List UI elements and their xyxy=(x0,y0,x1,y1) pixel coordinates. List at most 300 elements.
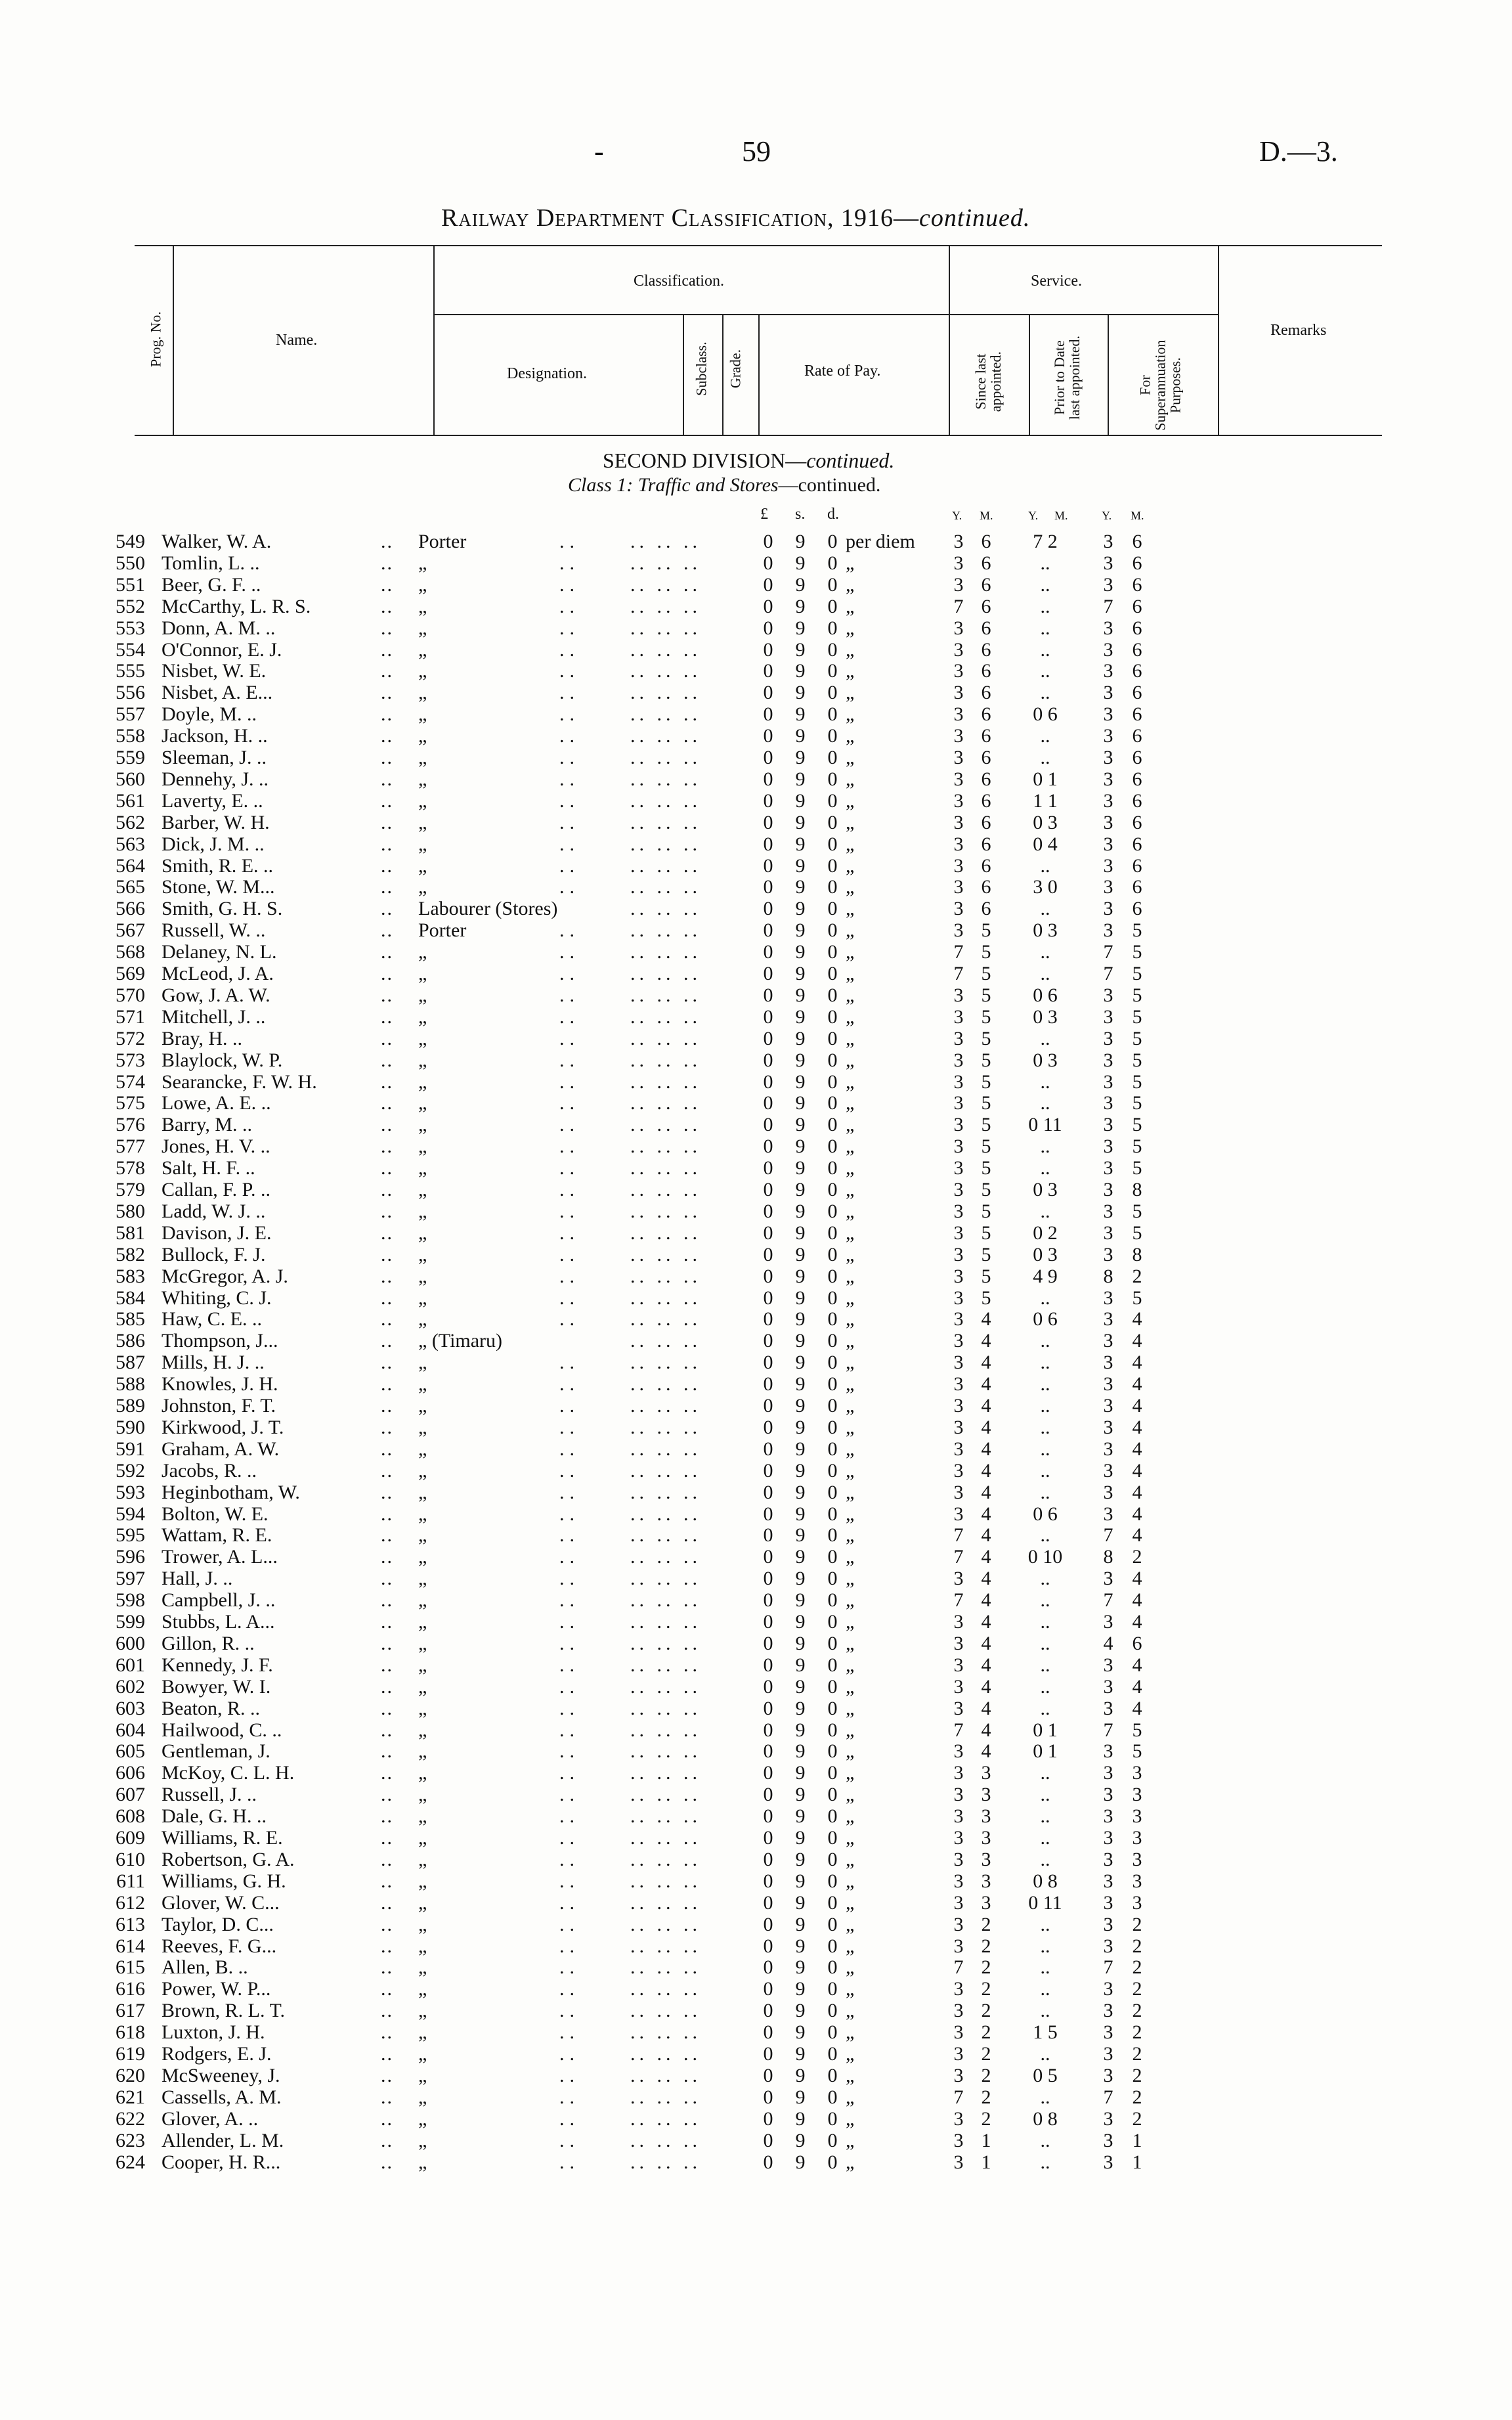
since-months: 6 xyxy=(981,789,991,812)
pay-pence: 0 xyxy=(827,1891,838,1914)
prior-service: .. xyxy=(1040,552,1050,574)
prog-no: 551 xyxy=(116,573,145,596)
table-row xyxy=(0,898,1512,919)
prog-no: 575 xyxy=(116,1092,145,1114)
prior-service: 0 2 xyxy=(1033,1221,1058,1244)
super-years: 4 xyxy=(1103,1632,1113,1654)
leader-dots: .. .. .. xyxy=(630,1114,701,1136)
pay-unit: „ xyxy=(846,1762,855,1784)
since-months: 4 xyxy=(981,1395,991,1417)
pay-pounds: 0 xyxy=(763,2000,773,2022)
staff-name: Searancke, F. W. H. xyxy=(162,1070,317,1093)
prog-no: 591 xyxy=(116,1438,145,1460)
pay-shillings: 9 xyxy=(795,1027,806,1049)
super-months: 4 xyxy=(1132,1611,1142,1633)
prog-no: 559 xyxy=(116,747,145,768)
pay-pence: 0 xyxy=(827,1978,838,2000)
doc-reference: D.—3. xyxy=(1259,135,1338,167)
pay-shillings: 9 xyxy=(795,1416,806,1438)
super-years: 3 xyxy=(1103,1114,1113,1136)
table-row xyxy=(0,1482,1512,1503)
designation: „ xyxy=(418,1157,427,1179)
staff-name: Gillon, R. .. xyxy=(162,1632,255,1654)
since-months: 2 xyxy=(981,2107,991,2130)
leader-dots: .. xyxy=(559,1762,580,1784)
super-months: 3 xyxy=(1132,1870,1142,1892)
designation: „ xyxy=(418,833,427,855)
pay-unit: „ xyxy=(846,941,855,963)
since-years: 3 xyxy=(953,2064,964,2086)
pay-shillings: 9 xyxy=(795,531,806,552)
designation: „ xyxy=(418,1589,427,1612)
since-months: 4 xyxy=(981,1654,991,1676)
pay-pounds: 0 xyxy=(763,833,773,855)
pay-shillings: 9 xyxy=(795,1049,806,1071)
prior-service: .. xyxy=(1040,1352,1050,1374)
leader-dots: .. .. .. xyxy=(630,1675,701,1698)
staff-name: Williams, G. H. xyxy=(162,1870,286,1892)
leader-dots: .. xyxy=(559,789,580,812)
staff-name: Delaney, N. L. xyxy=(162,941,277,963)
prog-no: 560 xyxy=(116,768,145,790)
super-months: 4 xyxy=(1132,1503,1142,1525)
super-months: 4 xyxy=(1132,1395,1142,1417)
super-years: 3 xyxy=(1103,1891,1113,1914)
super-months: 4 xyxy=(1132,1416,1142,1438)
pay-pence: 0 xyxy=(827,747,838,768)
prior-service: .. xyxy=(1040,595,1050,617)
pay-pounds: 0 xyxy=(763,1395,773,1417)
since-months: 6 xyxy=(981,747,991,768)
prior-service: .. xyxy=(1040,1395,1050,1417)
leader-dots: .. .. .. xyxy=(630,1935,701,1957)
since-years: 3 xyxy=(953,898,964,920)
leader-dots: .. xyxy=(381,1740,393,1763)
since-years: 3 xyxy=(953,1179,964,1200)
prior-service: 0 8 xyxy=(1033,2107,1058,2130)
leader-dots: .. xyxy=(381,789,393,812)
leader-dots: .. xyxy=(559,682,580,704)
pay-pounds: 0 xyxy=(763,1179,773,1200)
staff-name: Thompson, J... xyxy=(162,1330,278,1352)
super-years: 3 xyxy=(1103,1654,1113,1676)
pay-shillings: 9 xyxy=(795,941,806,963)
prior-service: .. xyxy=(1040,2129,1050,2151)
prior-service: 7 2 xyxy=(1033,531,1058,552)
leader-dots: .. xyxy=(559,1805,580,1828)
super-months: 6 xyxy=(1132,876,1142,898)
prior-service: 0 11 xyxy=(1028,1891,1062,1914)
staff-name: Stone, W. M... xyxy=(162,876,275,898)
super-years: 7 xyxy=(1103,1719,1113,1741)
super-months: 6 xyxy=(1132,617,1142,639)
since-years: 3 xyxy=(953,811,964,833)
since-years: 3 xyxy=(953,1632,964,1654)
pay-pounds: 0 xyxy=(763,1287,773,1309)
leader-dots: .. .. .. xyxy=(630,595,701,617)
leader-dots: .. xyxy=(381,833,393,855)
super-months: 2 xyxy=(1132,2021,1142,2044)
designation: „ xyxy=(418,1395,427,1417)
designation: „ (Timaru) xyxy=(418,1330,503,1352)
pay-pounds: 0 xyxy=(763,1589,773,1612)
prog-no: 563 xyxy=(116,833,145,855)
pay-shillings: 9 xyxy=(795,703,806,726)
designation: „ xyxy=(418,1675,427,1698)
leader-dots: .. xyxy=(559,1697,580,1719)
prior-service: .. xyxy=(1040,854,1050,877)
leader-dots: .. xyxy=(381,1092,393,1114)
prog-no: 613 xyxy=(116,1913,145,1935)
designation: „ xyxy=(418,963,427,984)
designation: „ xyxy=(418,1373,427,1396)
leader-dots: .. xyxy=(559,660,580,682)
designation: „ xyxy=(418,2021,427,2044)
table-row xyxy=(0,1978,1512,2000)
prog-no: 577 xyxy=(116,1135,145,1158)
pay-pounds: 0 xyxy=(763,1243,773,1265)
super-months: 4 xyxy=(1132,1481,1142,1503)
col-classification: Classification. xyxy=(634,273,724,290)
pay-pounds: 0 xyxy=(763,617,773,639)
since-months: 6 xyxy=(981,573,991,596)
staff-name: Jacobs, R. .. xyxy=(162,1459,257,1482)
staff-name: Haw, C. E. .. xyxy=(162,1308,263,1331)
pay-shillings: 9 xyxy=(795,984,806,1006)
prog-no: 620 xyxy=(116,2064,145,2086)
table-row xyxy=(0,1092,1512,1114)
super-years: 3 xyxy=(1103,1438,1113,1460)
designation: „ xyxy=(418,1827,427,1849)
pay-pounds: 0 xyxy=(763,595,773,617)
prior-service: .. xyxy=(1040,682,1050,704)
prior-service: .. xyxy=(1040,1481,1050,1503)
pay-shillings: 9 xyxy=(795,1719,806,1741)
since-years: 3 xyxy=(953,1308,964,1331)
pay-pence: 0 xyxy=(827,595,838,617)
staff-name: Brown, R. L. T. xyxy=(162,2000,286,2022)
pay-shillings: 9 xyxy=(795,1935,806,1957)
since-years: 3 xyxy=(953,2021,964,2044)
pay-pence: 0 xyxy=(827,2043,838,2065)
since-years: 3 xyxy=(953,1416,964,1438)
leader-dots: .. xyxy=(381,1352,393,1374)
pay-unit: „ xyxy=(846,963,855,984)
leader-dots: .. xyxy=(559,2129,580,2151)
pay-pounds: 0 xyxy=(763,1956,773,1979)
pay-pence: 0 xyxy=(827,1848,838,1870)
designation: „ xyxy=(418,789,427,812)
designation: „ xyxy=(418,1978,427,2000)
super-months: 6 xyxy=(1132,660,1142,682)
pay-pence: 0 xyxy=(827,1654,838,1676)
since-years: 3 xyxy=(953,1697,964,1719)
prog-no: 562 xyxy=(116,811,145,833)
pay-shillings: 9 xyxy=(795,1978,806,2000)
since-months: 4 xyxy=(981,1675,991,1698)
since-years: 3 xyxy=(953,1027,964,1049)
leader-dots: .. xyxy=(381,811,393,833)
since-months: 6 xyxy=(981,898,991,920)
pay-shillings: 9 xyxy=(795,1891,806,1914)
designation: „ xyxy=(418,1956,427,1979)
staff-name: Dennehy, J. .. xyxy=(162,768,269,790)
prog-no: 606 xyxy=(116,1762,145,1784)
pay-unit: „ xyxy=(846,1049,855,1071)
super-years: 3 xyxy=(1103,1740,1113,1763)
leader-dots: .. .. .. xyxy=(630,1352,701,1374)
designation: „ xyxy=(418,2129,427,2151)
pay-unit: „ xyxy=(846,638,855,661)
prior-service: .. xyxy=(1040,1092,1050,1114)
pay-pence: 0 xyxy=(827,2107,838,2130)
prog-no: 571 xyxy=(116,1005,145,1028)
since-years: 3 xyxy=(953,1157,964,1179)
table-row xyxy=(0,1460,1512,1482)
prior-service: 0 6 xyxy=(1033,1308,1058,1331)
pay-pounds: 0 xyxy=(763,1459,773,1482)
leader-dots: .. xyxy=(559,2151,580,2173)
pay-pence: 0 xyxy=(827,1675,838,1698)
leader-dots: .. .. .. xyxy=(630,876,701,898)
table-row xyxy=(0,1265,1512,1287)
table-row xyxy=(0,2043,1512,2065)
leader-dots: .. .. .. xyxy=(630,1697,701,1719)
pay-pence: 0 xyxy=(827,1481,838,1503)
pay-shillings: 9 xyxy=(795,1135,806,1158)
since-years: 3 xyxy=(953,1675,964,1698)
pay-unit: „ xyxy=(846,1784,855,1806)
super-years: 3 xyxy=(1103,2000,1113,2022)
since-months: 5 xyxy=(981,1070,991,1093)
table-row xyxy=(0,2130,1512,2151)
leader-dots: .. xyxy=(559,2107,580,2130)
since-months: 5 xyxy=(981,1243,991,1265)
leader-dots: .. .. .. xyxy=(630,768,701,790)
since-years: 3 xyxy=(953,660,964,682)
staff-name: Russell, W. .. xyxy=(162,919,266,942)
leader-dots: .. .. .. xyxy=(630,833,701,855)
leader-dots: .. xyxy=(381,1568,393,1590)
super-months: 6 xyxy=(1132,747,1142,768)
prog-no: 556 xyxy=(116,682,145,704)
leader-dots: .. xyxy=(559,2000,580,2022)
staff-name: Smith, G. H. S. xyxy=(162,898,283,920)
since-months: 5 xyxy=(981,1200,991,1222)
since-years: 3 xyxy=(953,2043,964,2065)
super-months: 6 xyxy=(1132,725,1142,747)
prior-service: .. xyxy=(1040,1568,1050,1590)
prior-service: .. xyxy=(1040,725,1050,747)
prior-service: .. xyxy=(1040,1848,1050,1870)
designation: „ xyxy=(418,1784,427,1806)
pay-pence: 0 xyxy=(827,919,838,942)
table-row xyxy=(0,1827,1512,1849)
class-name: Traffic and Stores xyxy=(637,474,779,496)
staff-name: Trower, A. L... xyxy=(162,1546,278,1568)
pay-unit: „ xyxy=(846,1891,855,1914)
pay-shillings: 9 xyxy=(795,552,806,574)
since-months: 5 xyxy=(981,1049,991,1071)
prog-no: 572 xyxy=(116,1027,145,1049)
staff-name: Mitchell, J. .. xyxy=(162,1005,266,1028)
pay-unit: „ xyxy=(846,1200,855,1222)
prior-service: 0 6 xyxy=(1033,1503,1058,1525)
super-years: 3 xyxy=(1103,1287,1113,1309)
designation: „ xyxy=(418,725,427,747)
prog-no: 615 xyxy=(116,1956,145,1979)
pay-pence: 0 xyxy=(827,660,838,682)
leader-dots: .. xyxy=(381,1611,393,1633)
pay-pence: 0 xyxy=(827,1935,838,1957)
staff-name: Glover, W. C... xyxy=(162,1891,280,1914)
super-months: 2 xyxy=(1132,2064,1142,2086)
pay-unit: „ xyxy=(846,1632,855,1654)
since-months: 6 xyxy=(981,725,991,747)
staff-name: Stubbs, L. A... xyxy=(162,1611,275,1633)
staff-name: Blaylock, W. P. xyxy=(162,1049,283,1071)
table-row xyxy=(0,682,1512,703)
table-row xyxy=(0,2021,1512,2043)
super-months: 3 xyxy=(1132,1805,1142,1828)
super-months: 2 xyxy=(1132,1913,1142,1935)
since-months: 4 xyxy=(981,1352,991,1374)
pay-shillings: 9 xyxy=(795,768,806,790)
pay-pence: 0 xyxy=(827,1956,838,1979)
designation: „ xyxy=(418,552,427,574)
pay-shillings: 9 xyxy=(795,1546,806,1568)
leader-dots: .. xyxy=(381,531,393,552)
prior-service: .. xyxy=(1040,1287,1050,1309)
prog-no: 554 xyxy=(116,638,145,661)
leader-dots: .. .. .. xyxy=(630,1221,701,1244)
col-superannuation: For Superannuation Purposes. xyxy=(1136,340,1184,431)
pay-pounds: 0 xyxy=(763,2064,773,2086)
designation: „ xyxy=(418,1481,427,1503)
designation: „ xyxy=(418,1740,427,1763)
leader-dots: .. .. .. xyxy=(630,1546,701,1568)
leader-dots: .. xyxy=(381,1719,393,1741)
since-years: 3 xyxy=(953,1784,964,1806)
prior-service: .. xyxy=(1040,1805,1050,1828)
table-row xyxy=(0,1395,1512,1417)
leader-dots: .. .. .. xyxy=(630,2000,701,2022)
leader-dots: .. xyxy=(559,1005,580,1028)
pay-pounds: 0 xyxy=(763,1827,773,1849)
leader-dots: .. xyxy=(559,595,580,617)
pay-pence: 0 xyxy=(827,703,838,726)
pay-pounds: 0 xyxy=(763,898,773,920)
prog-no: 555 xyxy=(116,660,145,682)
pay-pence: 0 xyxy=(827,1870,838,1892)
staff-name: Mills, H. J. .. xyxy=(162,1352,265,1374)
pay-unit: „ xyxy=(846,1308,855,1331)
table-row xyxy=(0,1049,1512,1071)
prog-no: 594 xyxy=(116,1503,145,1525)
super-years: 3 xyxy=(1103,1005,1113,1028)
leader-dots: .. xyxy=(559,2064,580,2086)
since-years: 3 xyxy=(953,1395,964,1417)
super-years: 3 xyxy=(1103,2043,1113,2065)
unit-shillings: s. xyxy=(795,506,806,523)
leader-dots: .. xyxy=(381,1373,393,1396)
pay-shillings: 9 xyxy=(795,2086,806,2108)
super-months: 6 xyxy=(1132,573,1142,596)
pay-pounds: 0 xyxy=(763,2129,773,2151)
super-months: 2 xyxy=(1132,1265,1142,1287)
leader-dots: .. .. .. xyxy=(630,1459,701,1482)
staff-name: Nisbet, A. E... xyxy=(162,682,273,704)
leader-dots: .. .. .. xyxy=(630,898,701,920)
table-row xyxy=(0,1071,1512,1093)
leader-dots: .. xyxy=(381,1070,393,1093)
pay-shillings: 9 xyxy=(795,1956,806,1979)
leader-dots: .. xyxy=(381,2064,393,2086)
table-row xyxy=(0,617,1512,639)
since-months: 4 xyxy=(981,1373,991,1396)
table-row xyxy=(0,812,1512,833)
super-years: 3 xyxy=(1103,617,1113,639)
col-service: Service. xyxy=(1031,273,1082,290)
staff-name: Dale, G. H. .. xyxy=(162,1805,267,1828)
super-months: 6 xyxy=(1132,811,1142,833)
since-months: 4 xyxy=(981,1416,991,1438)
leader-dots: .. xyxy=(559,1611,580,1633)
staff-name: McLeod, J. A. xyxy=(162,963,274,984)
table-row xyxy=(0,703,1512,725)
leader-dots: .. .. .. xyxy=(630,2129,701,2151)
staff-name: Lowe, A. E. .. xyxy=(162,1092,271,1114)
since-months: 4 xyxy=(981,1481,991,1503)
leader-dots: .. .. .. xyxy=(630,1200,701,1222)
unit-super-y: Y. xyxy=(1102,509,1112,522)
col-prior-to-date: Prior to Date last appointed. xyxy=(1050,335,1083,420)
prior-service: .. xyxy=(1040,1935,1050,1957)
staff-name: Graham, A. W. xyxy=(162,1438,280,1460)
designation: „ xyxy=(418,1200,427,1222)
since-years: 3 xyxy=(953,854,964,877)
since-months: 6 xyxy=(981,660,991,682)
prior-service: .. xyxy=(1040,1654,1050,1676)
table-row xyxy=(0,747,1512,768)
pay-pounds: 0 xyxy=(763,1935,773,1957)
pay-shillings: 9 xyxy=(795,1611,806,1633)
pay-pounds: 0 xyxy=(763,1200,773,1222)
super-months: 2 xyxy=(1132,2043,1142,2065)
leader-dots: .. xyxy=(381,1330,393,1352)
pay-shillings: 9 xyxy=(795,595,806,617)
super-months: 4 xyxy=(1132,1589,1142,1612)
since-years: 3 xyxy=(953,1935,964,1957)
pay-pence: 0 xyxy=(827,1070,838,1093)
prog-no: 573 xyxy=(116,1049,145,1071)
leader-dots: .. xyxy=(559,1459,580,1482)
leader-dots: .. .. .. xyxy=(630,1049,701,1071)
since-months: 3 xyxy=(981,1762,991,1784)
staff-name: Bolton, W. E. xyxy=(162,1503,269,1525)
prog-no: 569 xyxy=(116,963,145,984)
table-row xyxy=(0,596,1512,617)
super-years: 3 xyxy=(1103,2064,1113,2086)
pay-pence: 0 xyxy=(827,1913,838,1935)
prog-no: 604 xyxy=(116,1719,145,1741)
super-years: 3 xyxy=(1103,1373,1113,1396)
super-years: 3 xyxy=(1103,1243,1113,1265)
leader-dots: .. .. .. xyxy=(630,1891,701,1914)
super-months: 4 xyxy=(1132,1330,1142,1352)
staff-name: Robertson, G. A. xyxy=(162,1848,295,1870)
table-row xyxy=(0,1028,1512,1049)
